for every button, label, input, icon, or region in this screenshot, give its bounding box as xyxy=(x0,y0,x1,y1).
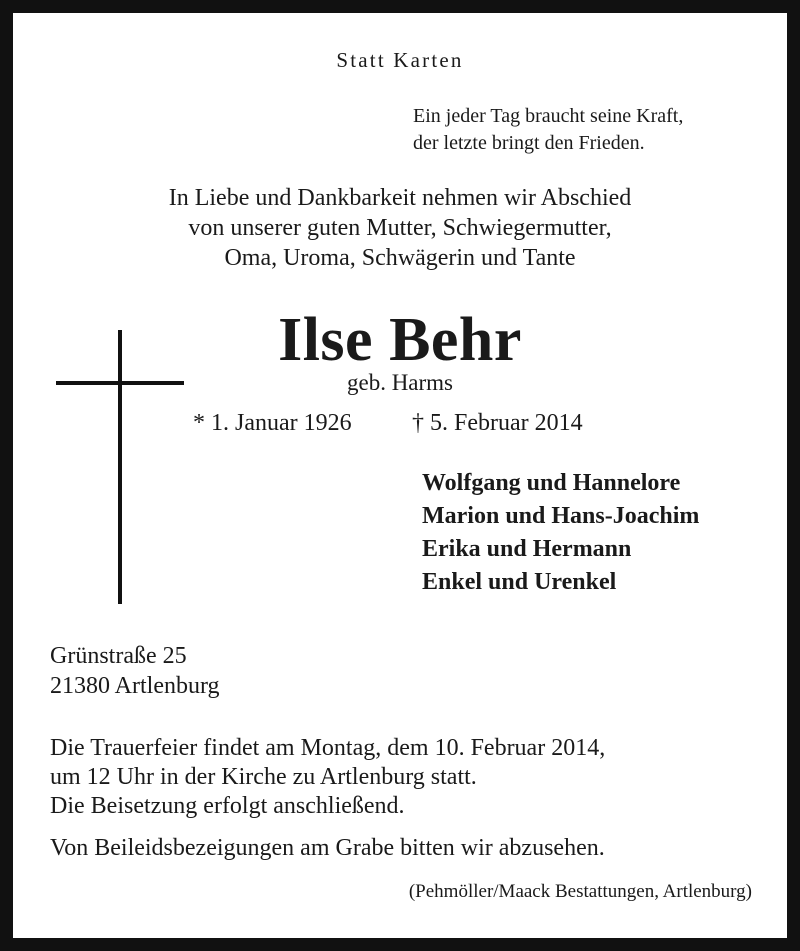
motto-line-2: der letzte bringt den Frieden. xyxy=(413,132,645,154)
mourner-line-4: Enkel und Urenkel xyxy=(422,569,617,595)
header-statt-karten: Statt Karten xyxy=(336,48,464,72)
address-street: Grünstraße 25 xyxy=(50,643,187,669)
funeral-notice-line-2: um 12 Uhr in der Kirche zu Artlenburg statt. xyxy=(50,764,477,790)
intro-line-2: von unserer guten Mutter, Schwiegermutter, xyxy=(188,215,612,241)
mourner-line-1: Wolfgang und Hannelore xyxy=(422,470,681,496)
birth-date: * 1. Januar 1926 xyxy=(193,410,352,436)
intro-line-3: Oma, Uroma, Schwägerin und Tante xyxy=(224,245,576,271)
deceased-maiden-name: geb. Harms xyxy=(346,370,454,395)
death-date: † 5. Februar 2014 xyxy=(412,410,583,436)
mourner-line-3: Erika und Hermann xyxy=(422,536,632,562)
mourner-line-2: Marion und Hans-Joachim xyxy=(422,503,700,529)
address-city: 21380 Artlenburg xyxy=(50,673,220,699)
condolence-note: Von Beileidsbezeigungen am Grabe bitten wir abzusehen. xyxy=(50,835,605,861)
deceased-name: Ilse Behr xyxy=(278,306,522,374)
intro-line-1: In Liebe und Dankbarkeit nehmen wir Abschied xyxy=(168,185,632,211)
funeral-notice-line-3: Die Beisetzung erfolgt anschließend. xyxy=(50,793,405,819)
undertaker-credit: (Pehmöller/Maack Bestattungen, Artlenburg) xyxy=(408,881,752,902)
motto-line-1: Ein jeder Tag braucht seine Kraft, xyxy=(413,105,684,127)
funeral-notice-line-1: Die Trauerfeier findet am Montag, dem 10. Februar 2014, xyxy=(50,735,606,761)
